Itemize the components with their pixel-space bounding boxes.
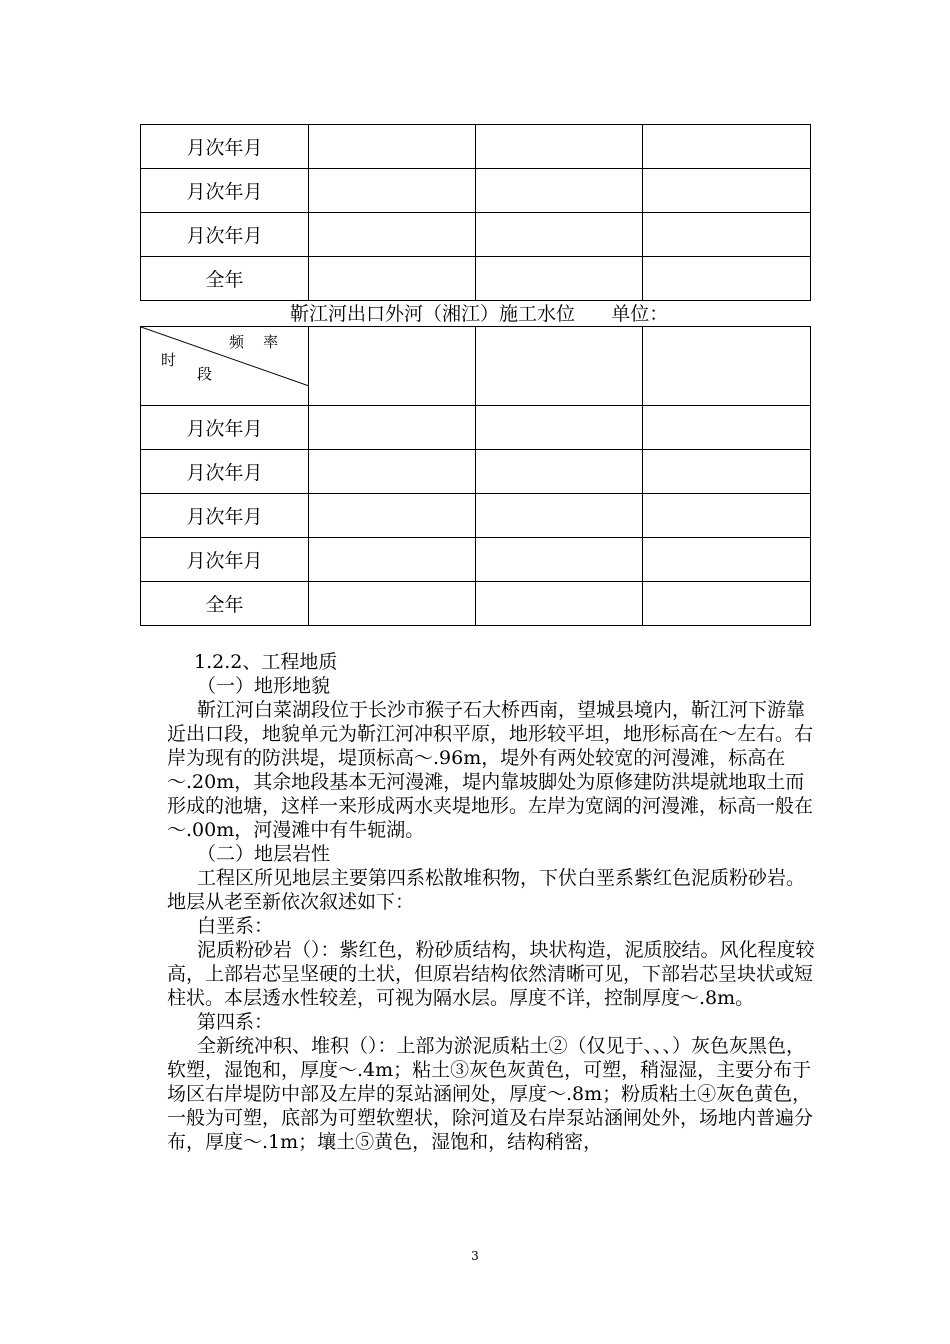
table-row <box>141 494 811 538</box>
period-cell: 月次年月 <box>141 213 309 257</box>
value-cell <box>476 538 643 582</box>
value-cell <box>476 582 643 626</box>
table-row <box>141 125 811 169</box>
value-cell <box>476 406 643 450</box>
value-cell <box>309 450 476 494</box>
paragraph-holocene: 全新统冲积、堆积（）：上部为淤泥质粘土②（仅见于、、、）灰色灰黑色，软塑，湿饱和，厚度～.4m；粘土③灰色灰黄色，可塑，稍湿湿，主要分布于场区右岸堤防中部及左岸的泵站涵闸处，厚度～.8m；粉质粘土④灰色黄色，一般为可塑，底部为可塑软塑状，除河道及右岸泵站涵闸处外，场地内普遍分布，厚度～.1m；壤土⑤黄色，湿饱和，结构稍密， <box>167 1035 814 1153</box>
table-row <box>141 169 811 213</box>
value-cell <box>643 257 811 301</box>
table-row <box>141 406 811 450</box>
table-caption: 靳江河出口外河（湘江）施工水位 单位： <box>290 303 669 325</box>
paragraph-terrain: 靳江河白菜湖段位于长沙市猴子石大桥西南，望城县境内，靳江河下游靠近出口段，地貌单元为靳江河冲积平原，地形较平坦，地形标高在～左右。右岸为现有的防洪堤，堤顶标高～.96m，堤外有两处较宽的河漫滩，标高在～.20m，其余地段基本无河漫滩，堤内靠坡脚处为原修建防洪堤就地取土而形成的池塘，这样一来形成两水夹堤地形。左岸为宽阔的河漫滩，标高一般在～.00m，河漫滩中有牛轭湖。 <box>167 699 814 841</box>
period-cell: 月次年月 <box>141 406 309 450</box>
value-cell <box>643 582 811 626</box>
value-cell <box>309 494 476 538</box>
paragraph-strata-intro: 工程区所见地层主要第四系松散堆积物，下伏白垩系紫红色泥质粉砂岩。地层从老至新依次叙述如下： <box>167 867 806 913</box>
value-cell <box>476 257 643 301</box>
table-row <box>141 538 811 582</box>
page-number: 3 <box>471 1249 479 1263</box>
table-row <box>141 213 811 257</box>
diagonal-header-cell <box>141 327 309 406</box>
water-level-table-upper <box>140 124 811 301</box>
value-cell <box>309 582 476 626</box>
period-cell: 全年 <box>141 257 309 301</box>
header-cell <box>643 327 811 406</box>
value-cell <box>309 406 476 450</box>
period-cell: 全年 <box>141 582 309 626</box>
value-cell <box>643 125 811 169</box>
value-cell <box>309 213 476 257</box>
value-cell <box>643 406 811 450</box>
value-cell <box>476 450 643 494</box>
value-cell <box>643 538 811 582</box>
header-frequency-label: 频 率 <box>229 333 279 351</box>
value-cell <box>476 213 643 257</box>
table-row <box>141 257 811 301</box>
period-cell: 月次年月 <box>141 538 309 582</box>
table-header-row <box>141 327 811 406</box>
subheading-quaternary: 第四系： <box>197 1011 274 1033</box>
subheading-strata: （二）地层岩性 <box>197 843 331 865</box>
value-cell <box>476 125 643 169</box>
value-cell <box>309 125 476 169</box>
value-cell <box>309 538 476 582</box>
geology-section <box>167 650 822 1154</box>
subheading-cretaceous: 白垩系： <box>197 915 274 937</box>
water-level-table-construction <box>140 326 811 626</box>
header-period-label: 段 <box>197 365 213 383</box>
table-row <box>141 582 811 626</box>
section-heading: 1.2.2、工程地质 <box>194 651 338 673</box>
period-cell: 月次年月 <box>141 494 309 538</box>
period-cell: 月次年月 <box>141 125 309 169</box>
value-cell <box>643 213 811 257</box>
period-cell: 月次年月 <box>141 450 309 494</box>
value-cell <box>309 169 476 213</box>
paragraph-siltstone: 泥质粉砂岩（）：紫红色，粉砂质结构，块状构造，泥质胶结。风化程度较高，上部岩芯呈坚硬的土状，但原岩结构依然清晰可见，下部岩芯呈块状或短柱状。本层透水性较差，可视为隔水层。厚度不详，控制厚度～.8m。 <box>167 939 815 1009</box>
table-row <box>141 450 811 494</box>
value-cell <box>476 494 643 538</box>
header-cell <box>309 327 476 406</box>
header-cell <box>476 327 643 406</box>
header-time-label: 时 <box>161 351 177 369</box>
value-cell <box>643 169 811 213</box>
value-cell <box>643 494 811 538</box>
value-cell <box>643 450 811 494</box>
value-cell <box>309 257 476 301</box>
period-cell: 月次年月 <box>141 169 309 213</box>
value-cell <box>476 169 643 213</box>
subheading-terrain: （一）地形地貌 <box>197 675 331 697</box>
